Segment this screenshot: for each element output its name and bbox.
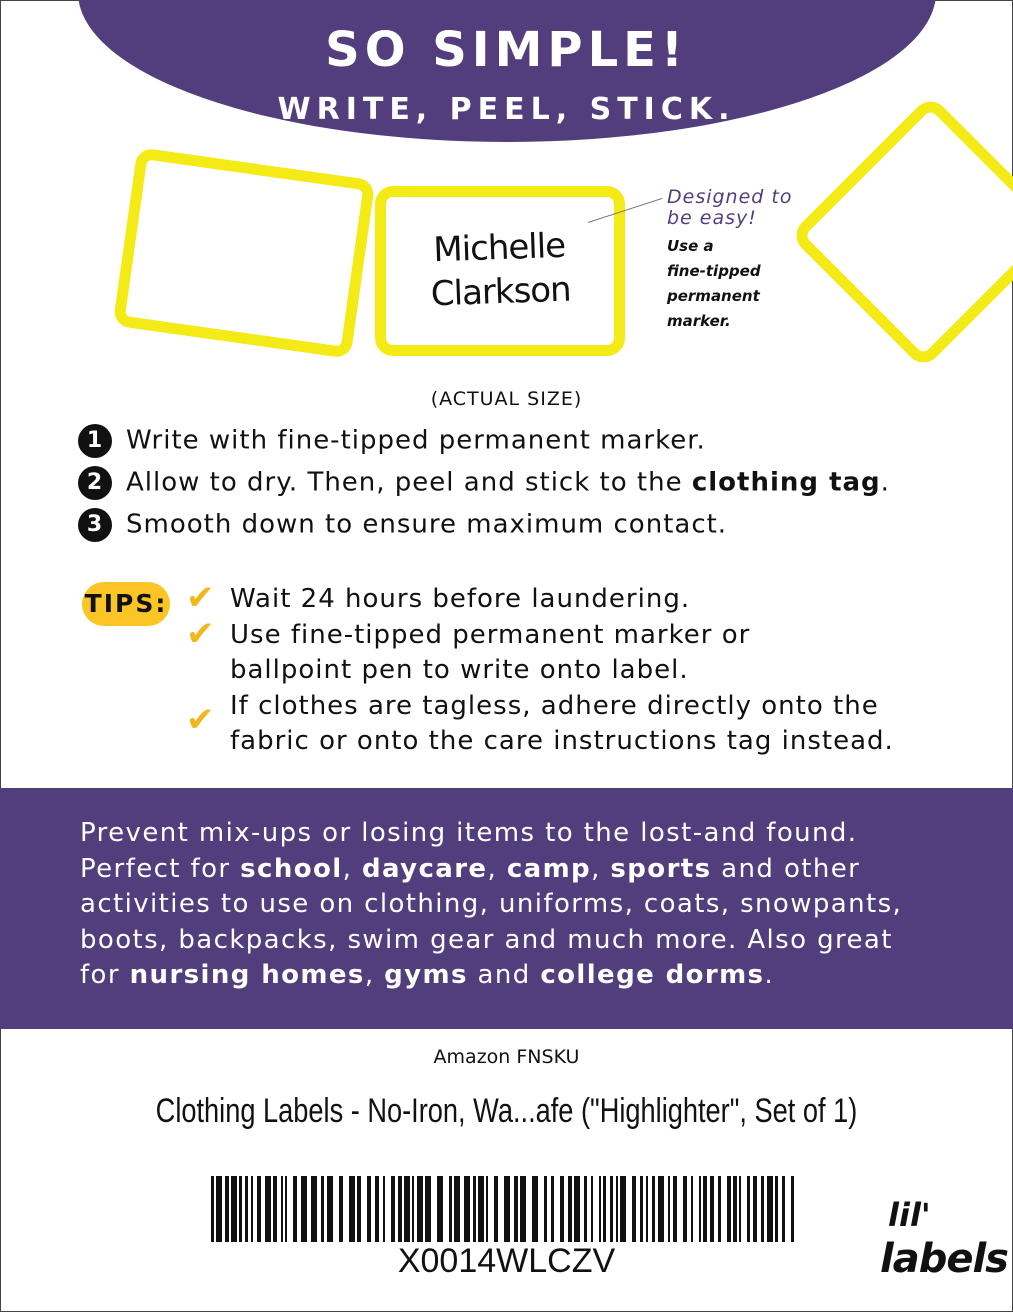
barcode-bar bbox=[733, 1176, 737, 1242]
step-number-1-icon: 1 bbox=[78, 424, 112, 458]
callout-text-line2: fine-tipped bbox=[667, 262, 761, 280]
barcode-bar bbox=[739, 1176, 741, 1242]
barcode-bar bbox=[610, 1176, 613, 1242]
description-bold-daycare: daycare bbox=[361, 853, 488, 884]
description-line-2 bbox=[80, 852, 960, 888]
description-bold-school: school bbox=[240, 853, 343, 884]
barcode-bar bbox=[311, 1176, 317, 1242]
description-text-span: , bbox=[487, 853, 507, 884]
barcode-bar bbox=[412, 1176, 414, 1242]
barcode-bar bbox=[349, 1176, 355, 1242]
description-text bbox=[80, 816, 960, 994]
callout-heading-line2: be easy! bbox=[667, 207, 757, 229]
description-bold-dorms: college dorms bbox=[540, 960, 765, 990]
barcode-bar bbox=[281, 1176, 283, 1242]
blank-label-left bbox=[113, 147, 376, 359]
barcode-bar bbox=[520, 1176, 526, 1242]
barcode-bar bbox=[425, 1176, 431, 1242]
barcode-bar bbox=[391, 1176, 395, 1242]
step-number-2-icon: 2 bbox=[78, 466, 112, 500]
check-icon: ✔ bbox=[186, 614, 215, 654]
barcode-bar bbox=[616, 1176, 618, 1242]
callout-text bbox=[667, 234, 761, 334]
barcode-bar bbox=[211, 1176, 214, 1242]
step-2-text: Allow to dry. Then, peel and stick to the bbox=[126, 467, 692, 498]
description-bold-gyms: gyms bbox=[384, 960, 468, 990]
barcode-bar bbox=[544, 1176, 547, 1242]
barcode-bar bbox=[632, 1176, 636, 1242]
barcode-bar bbox=[620, 1176, 626, 1242]
barcode-bar bbox=[747, 1176, 750, 1242]
callout-heading bbox=[667, 187, 792, 229]
step-1-text: Write with fine-tipped permanent marker. bbox=[126, 425, 706, 456]
barcode-bar bbox=[767, 1176, 773, 1242]
barcode-bar bbox=[703, 1176, 707, 1242]
barcode-bar bbox=[710, 1176, 714, 1242]
barcode-bar bbox=[454, 1176, 460, 1242]
barcode-bar bbox=[239, 1176, 242, 1242]
barcode-bar bbox=[464, 1176, 470, 1242]
header-subtitle: WRITE, PEEL, STICK. bbox=[277, 92, 736, 127]
barcode-bar bbox=[357, 1176, 361, 1242]
barcode-bar bbox=[551, 1176, 554, 1242]
barcode-bar bbox=[216, 1176, 222, 1242]
barcode-bar bbox=[532, 1176, 538, 1242]
check-icon: ✔ bbox=[186, 578, 215, 618]
callout-heading-line1: Designed to bbox=[667, 186, 793, 208]
barcode-bar bbox=[327, 1176, 333, 1242]
barcode-bar bbox=[727, 1176, 731, 1242]
barcode-bar bbox=[251, 1176, 253, 1242]
barcode-bar bbox=[367, 1176, 371, 1242]
step-3 bbox=[78, 508, 727, 542]
barcode-value: X0014WLCZV bbox=[397, 1242, 616, 1280]
description-line-3: activities to use on clothing, uniforms, coats, snowpants, bbox=[80, 889, 903, 919]
tip-2-line2: ballpoint pen to write onto label. bbox=[230, 655, 689, 685]
sample-name-line1: Michelle bbox=[432, 225, 566, 271]
step-2 bbox=[78, 466, 890, 500]
barcode-bar bbox=[398, 1176, 402, 1242]
barcode-bar bbox=[568, 1176, 572, 1242]
barcode-bar bbox=[417, 1176, 423, 1242]
blank-label-right bbox=[789, 94, 1013, 370]
check-icon: ✔ bbox=[186, 700, 215, 740]
barcode-bar bbox=[599, 1176, 601, 1242]
barcode-bar bbox=[514, 1176, 518, 1242]
description-text-span: Perfect for bbox=[80, 853, 241, 884]
barcode-bar bbox=[668, 1176, 670, 1242]
sample-name-line2: Clarkson bbox=[430, 269, 572, 315]
description-text-span: and other bbox=[711, 853, 861, 884]
barcode-bar bbox=[404, 1176, 410, 1242]
barcode bbox=[211, 1176, 803, 1242]
barcode-bar bbox=[652, 1176, 655, 1242]
barcode-bar bbox=[591, 1176, 593, 1242]
description-bold-camp: camp bbox=[506, 853, 592, 884]
barcode-bar bbox=[265, 1176, 271, 1242]
description-line-1: Prevent mix-ups or losing items to the lost-and found. bbox=[80, 818, 858, 848]
barcode-bar bbox=[775, 1176, 778, 1242]
barcode-bar bbox=[504, 1176, 510, 1242]
description-text-span: . bbox=[764, 960, 775, 990]
tips-badge: TIPS: bbox=[82, 582, 170, 626]
barcode-bar bbox=[225, 1176, 229, 1242]
barcode-bar bbox=[683, 1176, 687, 1242]
barcode-bar bbox=[486, 1176, 488, 1242]
description-bold-nursing: nursing homes bbox=[129, 960, 365, 990]
barcode-bar bbox=[231, 1176, 237, 1242]
barcode-bar bbox=[473, 1176, 476, 1242]
callout-text-line4: marker. bbox=[667, 312, 731, 330]
barcode-bar bbox=[478, 1176, 484, 1242]
description-line-5 bbox=[80, 958, 960, 994]
tip-3-line1: If clothes are tagless, adhere directly onto the bbox=[230, 691, 879, 721]
barcode-bar bbox=[321, 1176, 324, 1242]
description-text-span: for bbox=[80, 960, 130, 990]
barcode-bar bbox=[658, 1176, 664, 1242]
barcode-bar bbox=[375, 1176, 379, 1242]
step-3-text: Smooth down to ensure maximum contact. bbox=[126, 509, 728, 540]
callout-text-line3: permanent bbox=[667, 287, 760, 305]
description-text-span: , bbox=[342, 853, 362, 884]
barcode-bar bbox=[574, 1176, 580, 1242]
barcode-bar bbox=[646, 1176, 648, 1242]
barcode-bar bbox=[293, 1176, 297, 1242]
tip-2-line1: Use fine-tipped permanent marker or bbox=[230, 620, 751, 650]
barcode-bar bbox=[339, 1176, 343, 1242]
description-text-span: , bbox=[591, 853, 611, 884]
barcode-bar bbox=[782, 1176, 785, 1242]
tip-1 bbox=[230, 582, 690, 617]
barcode-bar bbox=[449, 1176, 452, 1242]
barcode-bar bbox=[257, 1176, 261, 1242]
barcode-bar bbox=[245, 1176, 248, 1242]
sample-name bbox=[389, 222, 612, 318]
brand-logo-line1: lil' bbox=[888, 1196, 931, 1234]
product-title: Clothing Labels - No-Iron, Wa...afe ("Highlighter", Set of 1) bbox=[155, 1092, 858, 1130]
tip-3 bbox=[230, 689, 894, 759]
barcode-bar bbox=[560, 1176, 564, 1242]
step-2-end: . bbox=[880, 467, 890, 498]
description-text-span: , bbox=[364, 960, 385, 990]
description-bold-sports: sports bbox=[610, 853, 712, 884]
fnsku-label: Amazon FNSKU bbox=[433, 1046, 580, 1068]
barcode-bar bbox=[285, 1176, 287, 1242]
barcode-bar bbox=[691, 1176, 693, 1242]
barcode-bar bbox=[761, 1176, 764, 1242]
barcode-bar bbox=[791, 1176, 794, 1242]
barcode-bar bbox=[584, 1176, 587, 1242]
step-1 bbox=[78, 424, 706, 458]
step-2-bold: clothing tag bbox=[691, 467, 881, 498]
actual-size-note: (ACTUAL SIZE) bbox=[430, 388, 583, 410]
barcode-bar bbox=[494, 1176, 498, 1242]
description-text-span: and bbox=[467, 960, 541, 990]
step-number-3-icon: 3 bbox=[78, 508, 112, 542]
description-line-4: boots, backpacks, swim gear and much more. Also great bbox=[80, 924, 893, 955]
barcode-bar bbox=[718, 1176, 721, 1242]
barcode-bar bbox=[753, 1176, 757, 1242]
barcode-bar bbox=[273, 1176, 277, 1242]
barcode-bar bbox=[301, 1176, 307, 1242]
callout-text-line1: Use a bbox=[667, 237, 714, 255]
tip-1-line1: Wait 24 hours before laundering. bbox=[230, 584, 691, 614]
tip-2 bbox=[230, 618, 750, 688]
barcode-bar bbox=[603, 1176, 606, 1242]
barcode-bar bbox=[383, 1176, 385, 1242]
barcode-bar bbox=[673, 1176, 677, 1242]
tip-3-line2: fabric or onto the care instructions tag instead. bbox=[230, 726, 894, 756]
barcode-bar bbox=[640, 1176, 643, 1242]
barcode-bar bbox=[437, 1176, 443, 1242]
header-title: SO SIMPLE! bbox=[325, 22, 688, 78]
brand-logo bbox=[880, 1196, 1008, 1296]
brand-logo-line2: labels bbox=[880, 1236, 1008, 1282]
barcode-bar bbox=[699, 1176, 701, 1242]
